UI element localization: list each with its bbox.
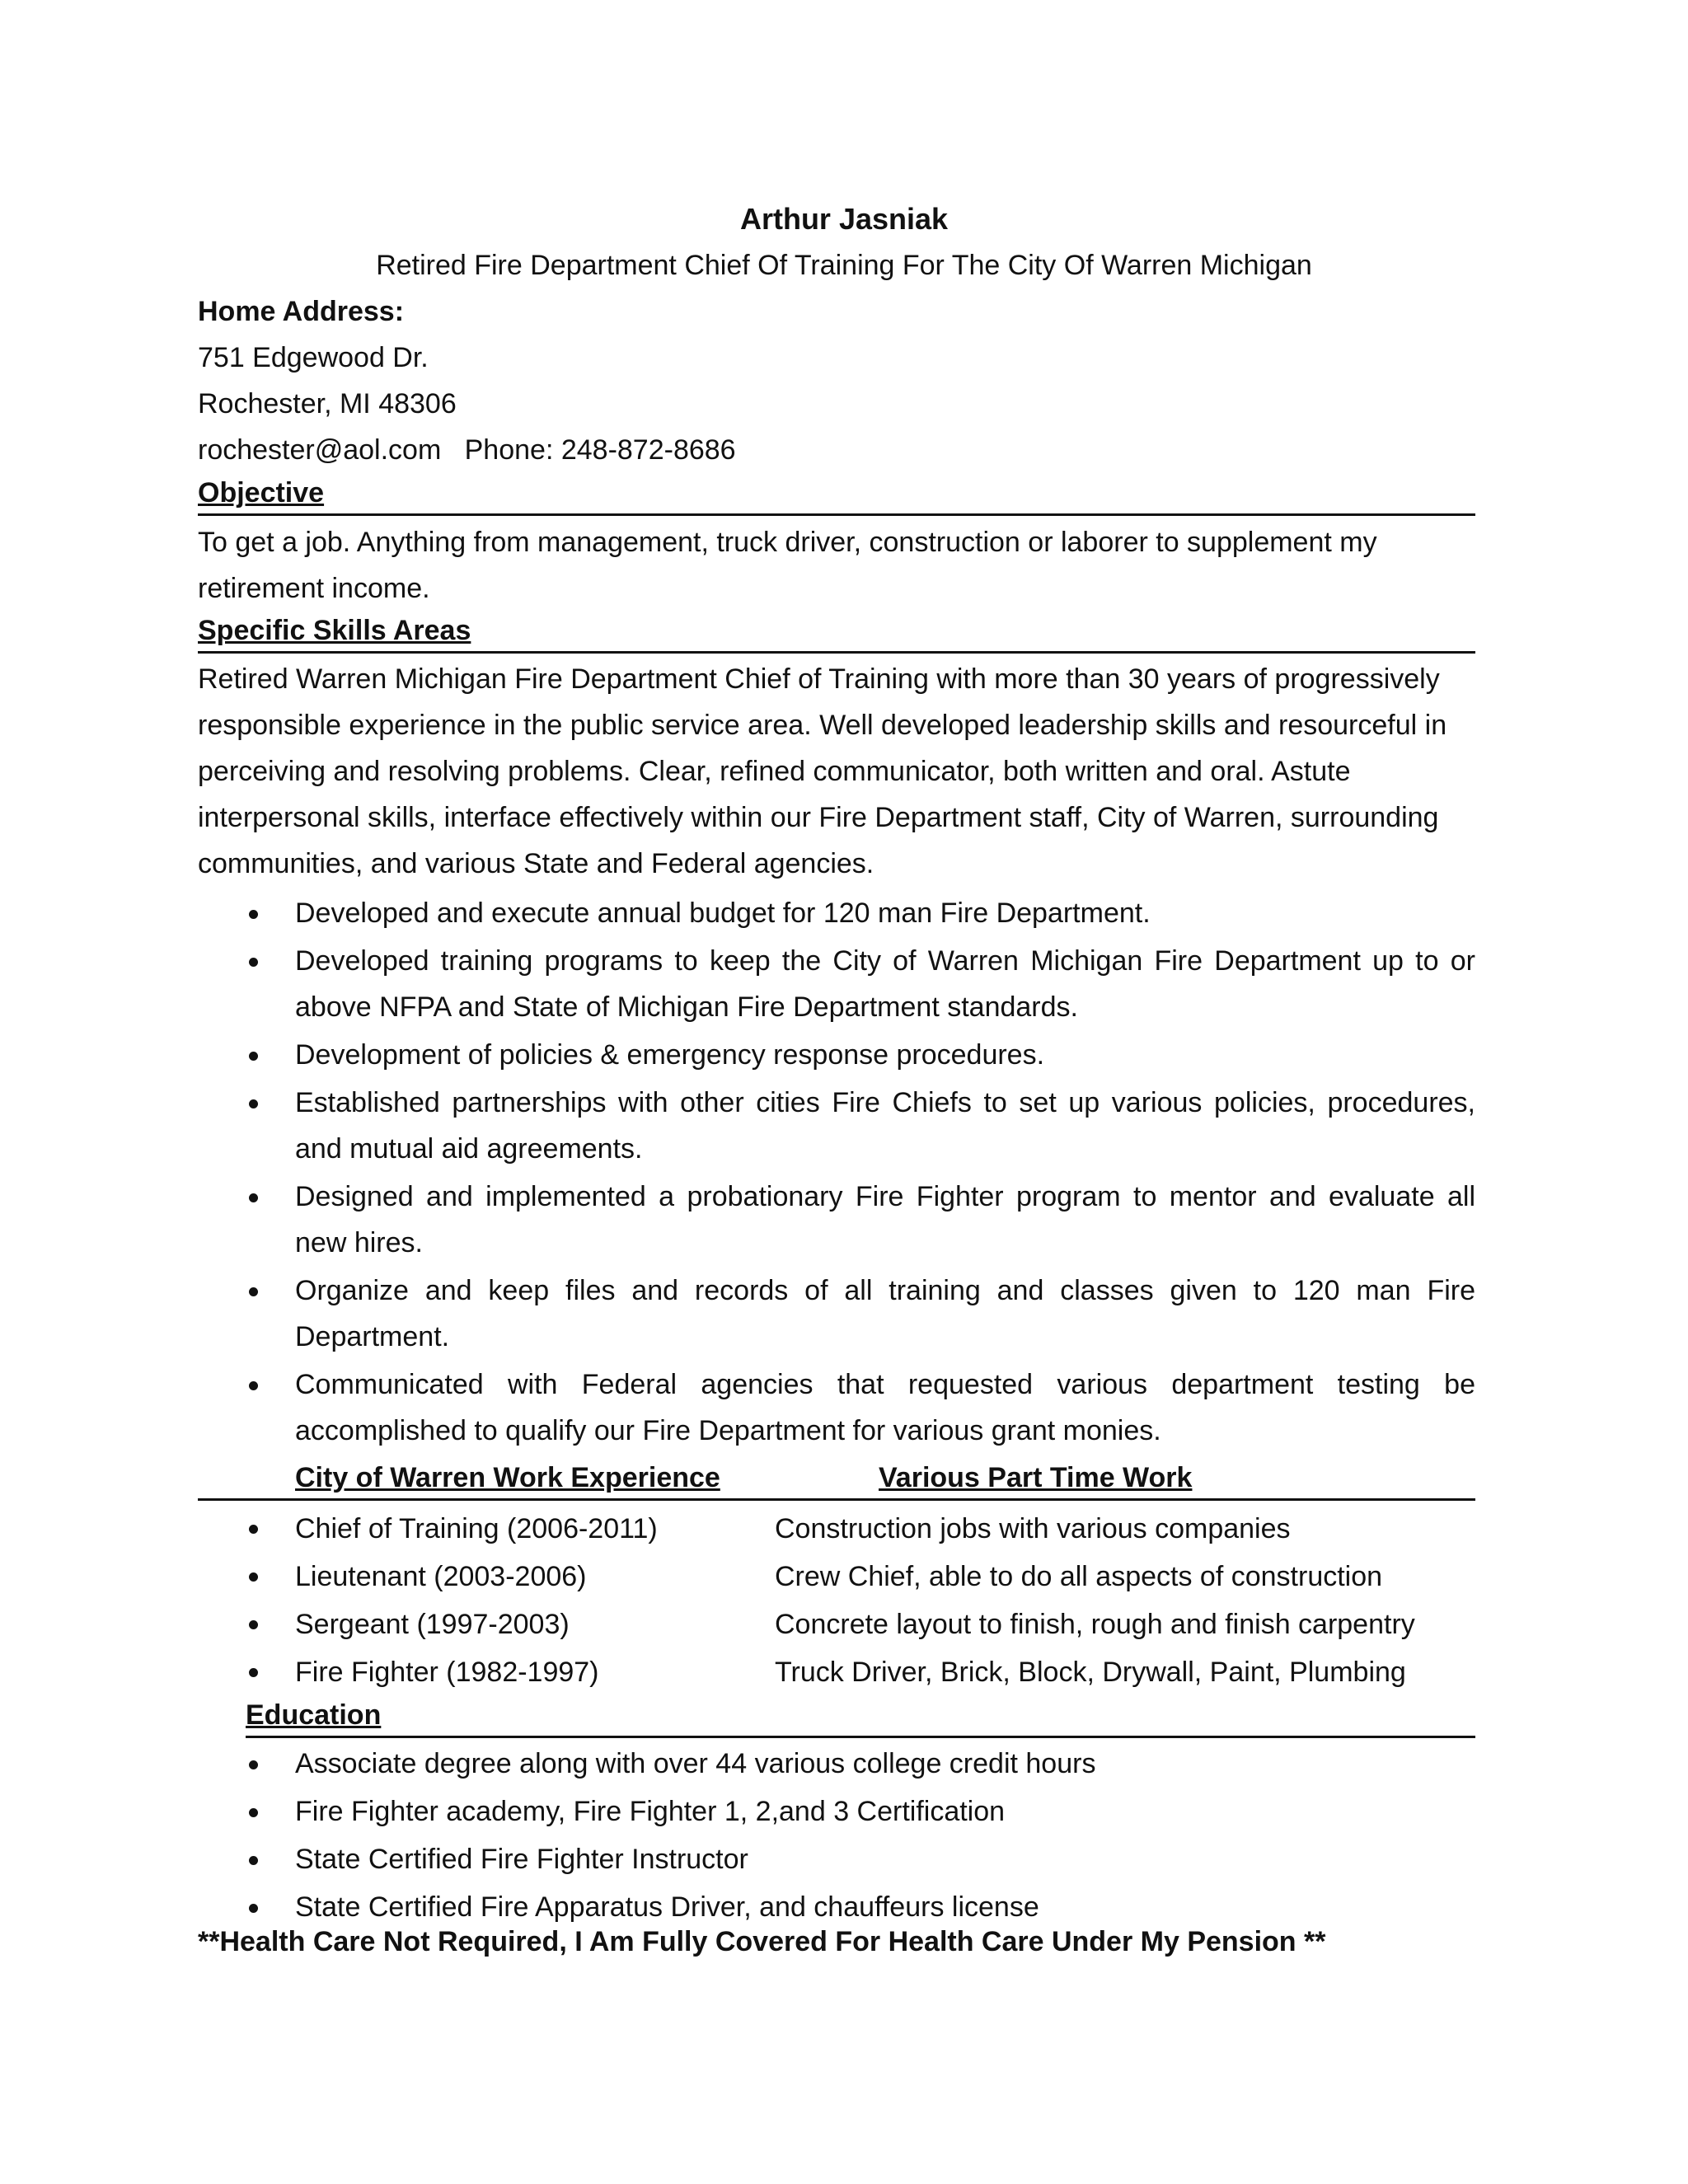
work-part-time: Concrete layout to finish, rough and finish carpentry xyxy=(775,1609,1415,1640)
list-item: Organize and keep files and records of all training and classes given to 120 man Fire Department. xyxy=(198,1268,1475,1360)
work-row xyxy=(198,1648,1475,1696)
work-heading-right: Various Part Time Work xyxy=(879,1462,1193,1493)
contact-line: rochester@aol.com Phone: 248-872-8686 xyxy=(198,434,736,466)
skills-bullet-list xyxy=(198,890,1475,1455)
resume-subtitle: Retired Fire Department Chief Of Training For The City Of Warren Michigan xyxy=(376,250,1312,281)
list-item: Associate degree along with over 44 various college credit hours xyxy=(198,1741,1475,1787)
list-item: Developed training programs to keep the City of Warren Michigan Fire Department up to or above NFPA and State of Michigan Fire Department standards. xyxy=(198,938,1475,1030)
address-label: Home Address: xyxy=(198,296,405,327)
work-heading-left: City of Warren Work Experience xyxy=(295,1462,720,1493)
work-heading xyxy=(198,1457,1475,1501)
list-item: Fire Fighter academy, Fire Fighter 1, 2,and 3 Certification xyxy=(198,1788,1475,1835)
work-part-time: Crew Chief, able to do all aspects of construction xyxy=(775,1561,1383,1592)
skills-heading-text: Specific Skills Areas xyxy=(198,615,471,646)
education-heading xyxy=(246,1694,1475,1738)
resume-name: Arthur Jasniak xyxy=(739,202,949,236)
objective-text: To get a job. Anything from management, truck driver, construction or laborer to supplement my retirement income. xyxy=(198,527,1377,604)
work-row xyxy=(198,1553,1475,1601)
work-position: Lieutenant (2003-2006) xyxy=(295,1561,587,1592)
work-list xyxy=(198,1505,1475,1696)
education-list xyxy=(198,1741,1475,1932)
work-row xyxy=(198,1505,1475,1553)
work-part-time: Construction jobs with various companies xyxy=(775,1513,1291,1544)
list-item: State Certified Fire Apparatus Driver, and chauffeurs license xyxy=(198,1884,1475,1930)
objective-heading xyxy=(198,472,1475,516)
list-item: Development of policies & emergency response procedures. xyxy=(198,1032,1475,1078)
work-position: Chief of Training (2006-2011) xyxy=(295,1513,658,1544)
address-city: Rochester, MI 48306 xyxy=(198,388,457,419)
list-item: Designed and implemented a probationary Fire Fighter program to mentor and evaluate all new hires. xyxy=(198,1174,1475,1266)
skills-heading xyxy=(198,610,1475,654)
work-position: Fire Fighter (1982-1997) xyxy=(295,1657,599,1688)
health-care-note: **Health Care Not Required, I Am Fully Covered For Health Care Under My Pension ** xyxy=(198,1926,1326,1957)
work-position: Sergeant (1997-2003) xyxy=(295,1609,570,1640)
work-part-time: Truck Driver, Brick, Block, Drywall, Paint, Plumbing xyxy=(775,1657,1406,1688)
list-item: Established partnerships with other cities Fire Chiefs to set up various policies, procedures, and mutual aid agreements. xyxy=(198,1080,1475,1172)
work-row xyxy=(198,1601,1475,1648)
list-item: State Certified Fire Fighter Instructor xyxy=(198,1836,1475,1882)
objective-heading-text: Objective xyxy=(198,477,325,509)
address-street: 751 Edgewood Dr. xyxy=(198,342,429,373)
list-item: Developed and execute annual budget for 120 man Fire Department. xyxy=(198,890,1475,936)
education-heading-text: Education xyxy=(246,1699,382,1731)
list-item: Communicated with Federal agencies that requested various department testing be accomplished to qualify our Fire Department for various grant monies. xyxy=(198,1361,1475,1454)
skills-summary: Retired Warren Michigan Fire Department Chief of Training with more than 30 years of progressively responsible experience in the public service area. Well developed leadership skills and resourceful in perceiving and resolving problems. Clear, refined communicator, both written and oral. Astute interpersonal skills, interface effectively within our Fire Department staff, City of Warren, surrounding communities, and various State and Federal agencies. xyxy=(198,663,1447,879)
